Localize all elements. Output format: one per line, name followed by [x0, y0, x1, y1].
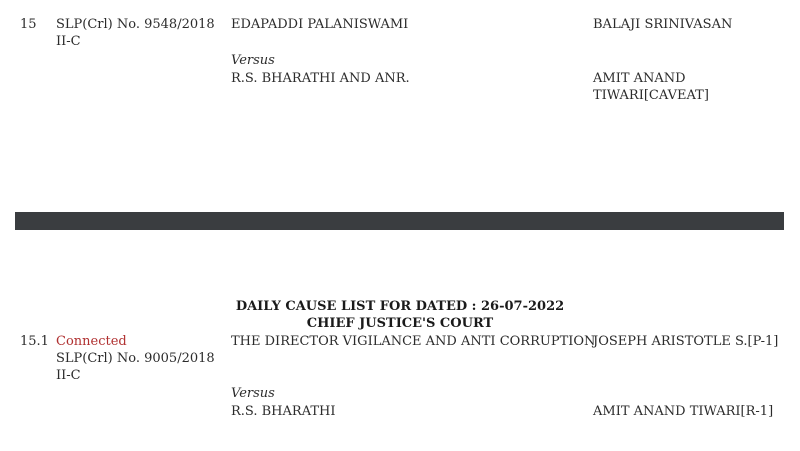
- respondent-name: R.S. BHARATHI AND ANR.: [231, 71, 410, 86]
- petitioner-advocate: JOSEPH ARISTOTLE S.[P-1]: [593, 334, 779, 349]
- petitioner-name: EDAPADDI PALANISWAMI: [231, 17, 409, 32]
- serial-number: 15: [20, 17, 37, 32]
- case-section: II-C: [56, 34, 81, 49]
- respondent-name: R.S. BHARATHI: [231, 404, 336, 419]
- court-name: CHIEF JUSTICE'S COURT: [306, 316, 494, 331]
- versus-label: Versus: [231, 53, 275, 68]
- connected-status: Connected: [56, 334, 127, 349]
- respondent-advocate-line1: AMIT ANAND: [593, 71, 686, 86]
- petitioner-advocate: BALAJI SRINIVASAN: [593, 17, 733, 32]
- versus-label: Versus: [231, 386, 275, 401]
- page-divider: [15, 212, 784, 230]
- case-number: SLP(Crl) No. 9005/2018: [56, 351, 215, 366]
- case-section: II-C: [56, 368, 81, 383]
- cause-list-title: DAILY CAUSE LIST FOR DATED : 26-07-2022: [235, 299, 565, 314]
- petitioner-name: THE DIRECTOR VIGILANCE AND ANTI CORRUPTION: [231, 334, 596, 349]
- respondent-advocate: AMIT ANAND TIWARI[R-1]: [593, 404, 774, 419]
- serial-number: 15.1: [20, 334, 49, 349]
- respondent-advocate-line2: TIWARI[CAVEAT]: [593, 88, 709, 103]
- case-number: SLP(Crl) No. 9548/2018: [56, 17, 215, 32]
